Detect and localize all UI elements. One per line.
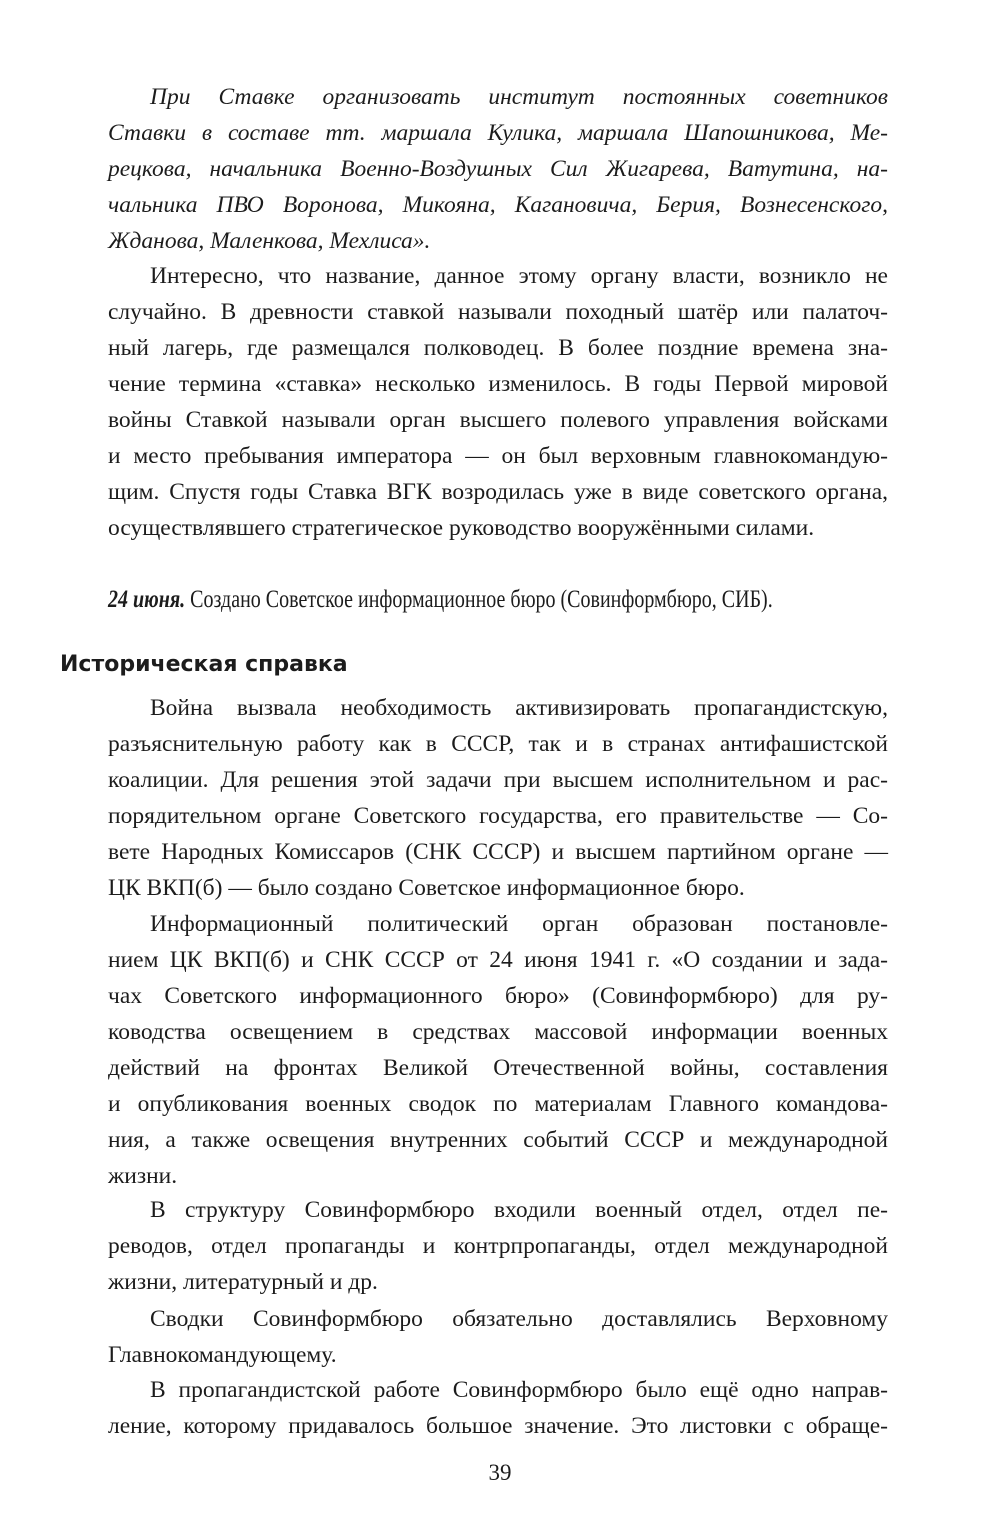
text-line: ЦК ВКП(б) — было создано Советское информационное бюро.	[108, 875, 745, 901]
text-line: рецкова, начальника Военно-Воздушных Сил Жигарева, Ватутина, на-	[108, 156, 888, 182]
text-line: Информационный политический орган образован постановле-	[150, 911, 888, 937]
text-line: случайно. В древности ставкой называли походный шатёр или палаточ-	[108, 299, 888, 325]
text-line: чах Советского информационного бюро» (Совинформбюро) для ру-	[108, 983, 888, 1009]
text-line: Сводки Совинформбюро обязательно доставлялись Верховному	[150, 1306, 888, 1332]
text-line: действий на фронтах Великой Отечественной войны, составления	[108, 1055, 888, 1081]
text-line: ния, а также освещения внутренних событий СССР и международной	[108, 1127, 888, 1153]
date-label: 24 июня.	[108, 586, 186, 613]
text-line: чение термина «ставка» несколько изменилось. В годы Первой мировой	[108, 371, 888, 397]
text-line: Война вызвала необходимость активизировать пропагандистскую,	[150, 695, 888, 721]
text-line: Жданова, Маленкова, Мехлиса».	[108, 228, 431, 254]
text-line: вете Народных Комиссаров (СНК СССР) и высшем партийном органе —	[108, 839, 888, 865]
text-line: осуществлявшего стратегическое руководство вооружёнными силами.	[108, 515, 815, 541]
text-line: и опубликования военных сводок по материалам Главного командова-	[108, 1091, 888, 1117]
text-line: жизни.	[108, 1163, 178, 1189]
date-entry-text: Создано Советское информационное бюро (Совинформбюро, СИБ).	[185, 586, 773, 613]
text-line: ководства освещением в средствах массовой информации военных	[108, 1019, 888, 1045]
text-line: и место пребывания императора — он был верховным главнокомандую-	[108, 443, 888, 469]
date-entry	[108, 582, 773, 618]
text-line: ный лагерь, где размещался полководец. В более поздние времена зна-	[108, 335, 888, 361]
text-line: Главнокомандующему.	[108, 1342, 337, 1368]
text-line: разъяснительную работу как в СССР, так и в странах антифашистской	[108, 731, 888, 757]
page-number: 39	[488, 1460, 512, 1485]
text-line: чальника ПВО Воронова, Микояна, Кагановича, Берия, Вознесенского,	[108, 192, 888, 218]
text-line: ление, которому придавалось большое значение. Это листовки с обраще-	[108, 1413, 888, 1439]
text-line: войны Ставкой называли орган высшего полевого управления войсками	[108, 407, 888, 433]
text-line: Ставки в составе тт. маршала Кулика, маршала Шапошникова, Ме-	[108, 120, 888, 146]
text-line: порядительном органе Советского государства, его правительстве — Со-	[108, 803, 888, 829]
text-line: В структуру Совинформбюро входили военный отдел, отдел пе-	[150, 1197, 888, 1223]
text-line: щим. Спустя годы Ставка ВГК возродилась уже в виде советского органа,	[108, 479, 888, 505]
text-line: коалиции. Для решения этой задачи при высшем исполнительном и рас-	[108, 767, 888, 793]
text-line: Интересно, что название, данное этому органу власти, возникло не	[150, 263, 888, 289]
text-line: При Ставке организовать институт постоянных советников	[150, 84, 888, 110]
text-line: нием ЦК ВКП(б) и СНК СССР от 24 июня 1941 г. «О создании и зада-	[108, 947, 888, 973]
text-line: жизни, литературный и др.	[108, 1269, 378, 1295]
text-line: реводов, отдел пропаганды и контрпропаганды, отдел международной	[108, 1233, 888, 1259]
text-line: В пропагандистской работе Совинформбюро было ещё одно направ-	[150, 1377, 888, 1403]
section-heading: Историческая справка	[60, 652, 348, 677]
